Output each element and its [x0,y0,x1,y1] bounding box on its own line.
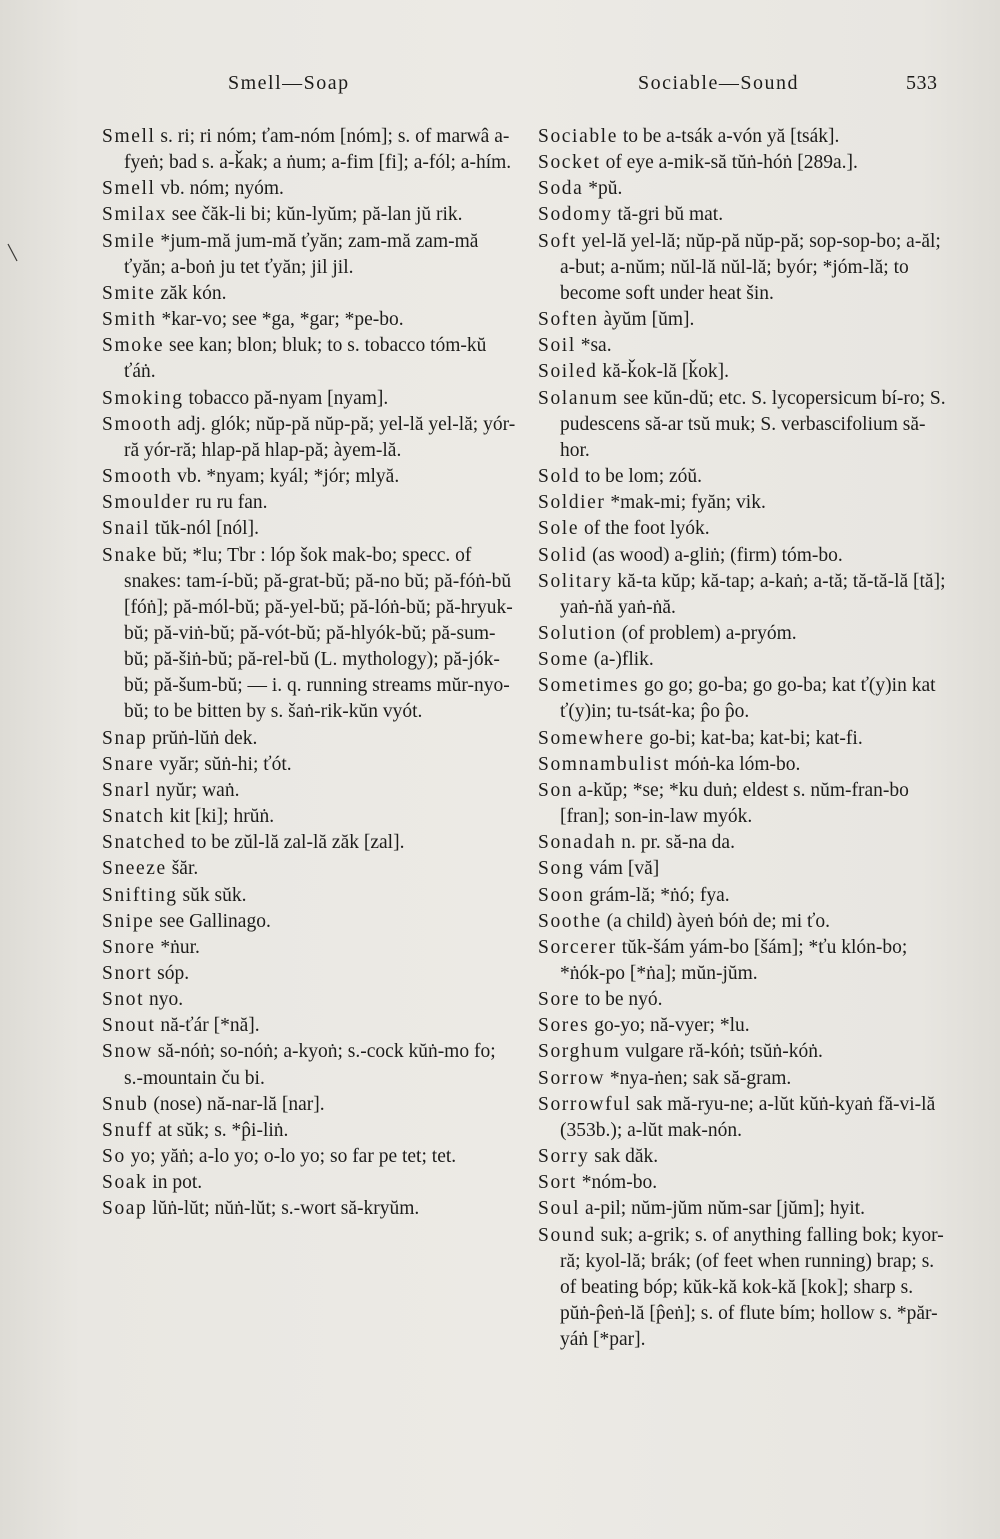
entry-headword: Snake [102,544,158,566]
entry-definition: tŭk-šám yám-bo [šám]; *ťu klón-bo; *ṅók-po [*ṅa]; mŭn-jŭm. [560,936,908,984]
entry-headword: Socket [538,152,601,174]
entry-definition: (a child) àyeṅ bóṅ de; mi ťo. [601,910,830,932]
entry-headword: Sodomy [538,204,613,226]
entry-definition: tă-gri bŭ mat. [612,204,724,226]
entry-headword: Snot [102,989,145,1011]
entry-headword: Soft [538,230,577,252]
entry-definition: n. pr. să-na da. [616,832,735,854]
entry-headword: Smell [102,126,156,147]
entry-headword: Snow [102,1041,153,1063]
dictionary-entry [102,778,517,804]
entry-headword: Sometimes [538,675,640,697]
dictionary-entry [538,1144,953,1170]
entry-definition: nyŭr; waṅ. [151,779,240,801]
entry-headword: Smooth [102,466,173,488]
dictionary-entry [102,202,517,228]
dictionary-entry [538,1092,953,1144]
dictionary-entry [538,464,953,490]
entry-definition: nyo. [144,989,184,1011]
entry-headword: Snub [102,1093,149,1115]
dictionary-entry [538,673,953,725]
running-header [0,72,1000,102]
dictionary-entry [538,909,953,935]
page-number: 533 [906,72,938,94]
entry-headword: Smoulder [102,492,191,514]
dictionary-entry [102,909,517,935]
dictionary-entry [102,307,517,333]
entry-headword: Soldier [538,492,606,514]
entry-headword: Son [538,779,574,801]
entry-definition: vulgare ră-kóṅ; tsŭṅ-kóṅ. [620,1041,823,1063]
entry-definition: to be nyó. [580,989,663,1011]
entry-headword: Sort [538,1172,577,1194]
entry-headword: Sneeze [102,858,167,880]
entry-headword: Snail [102,518,151,540]
entry-definition: *sa. [575,335,612,357]
entry-headword: Smooth [102,413,173,435]
entry-headword: Snatch [102,806,165,828]
dictionary-entry [538,1196,953,1222]
entry-definition: să-nóṅ; so-nóṅ; a-kyoṅ; s.-cock kŭṅ-mo fo; s.-mountain ču bi. [124,1041,496,1089]
entry-headword: Soda [538,178,584,200]
entry-definition: *jum-mă jum-mă ťyăn; zam-mă zam-mă ťyăn; a-boṅ ju tet ťyăn; jil jil. [124,230,479,278]
entry-definition: see čăk-li bi; kŭn-lyŭm; pă-lan jŭ rik. [166,204,463,226]
entry-headword: Sorrowful [538,1093,632,1115]
dictionary-entry [538,386,953,464]
dictionary-entry [538,569,953,621]
entry-headword: Soften [538,309,599,331]
entry-definition: of the foot lyók. [579,518,710,540]
entry-headword: Smilax [102,204,167,226]
entry-definition: *nya-ṅen; sak să-gram. [605,1067,792,1089]
entry-headword: Smell [102,178,156,200]
entry-definition: ru ru fan. [190,492,268,514]
dictionary-entry [102,856,517,882]
dictionary-entry [102,281,517,307]
entry-definition: tŭk-nól [nól]. [150,518,259,540]
entry-headword: Solitary [538,570,613,592]
dictionary-entry [538,150,953,176]
dictionary-entry [538,1039,953,1065]
dictionary-entry [102,1170,517,1196]
entry-headword: Snifting [102,884,178,906]
right-column [538,124,953,1353]
dictionary-entry [538,307,953,333]
dictionary-entry [538,726,953,752]
dictionary-entry [102,386,517,412]
dictionary-entry [538,229,953,307]
entry-definition: see Gallinago. [154,910,271,932]
entry-definition: vb. nóm; nyóm. [155,178,284,200]
dictionary-entry [538,752,953,778]
entry-definition: *mak-mi; fyăn; vik. [605,492,766,514]
dictionary-entry [538,987,953,1013]
dictionary-entry [102,124,517,176]
entry-definition: bŭ; *lu; Tbr : lóp šok mak-bo; specc. of snakes: tam-í-bŭ; pă-grat-bŭ; pă-no bŭ; pă-fóṅ-bŭ [fóṅ]; pă-mól-bŭ; pă-yel-bŭ; pă-lóṅ-bŭ; pă-hryuk-bŭ; pă-viṅ-bŭ; pă-vót-bŭ; pă-hlyók-bŭ; pă-sum-bŭ; pă-šiṅ-bŭ; pă-rel-bŭ (L. mythology); pă-jók-bŭ; pă-šum-bŭ; — i. q. running streams mŭr-nyo-bŭ; to be bitten by s. šaṅ-rik-kŭn vyót. [124,544,513,723]
entry-headword: Soiled [538,361,598,383]
entry-definition: to be zŭl-lă zal-lă zăk [zal]. [186,832,405,854]
dictionary-entry [538,333,953,359]
entry-headword: Sold [538,466,581,488]
dictionary-entry [102,412,517,464]
entry-definition: kă-ǩok-lă [ǩok]. [597,361,730,383]
entry-definition: see kŭn-dŭ; etc. S. lycopersicum bí-ro; S. pudescens să-ar tsŭ muk; S. verbascifolium să-hor. [560,387,946,461]
entry-definition: lŭṅ-lŭt; nŭṅ-lŭt; s.-wort să-kryŭm. [147,1198,420,1220]
entry-definition: prŭṅ-lŭṅ dek. [147,727,258,749]
entry-definition: *pŭ. [583,178,623,200]
entry-headword: Snore [102,936,156,958]
entry-definition: sóp. [152,963,190,984]
entry-headword: Solution [538,622,617,644]
dictionary-entry [102,935,517,961]
entry-headword: Snap [102,727,148,749]
dictionary-entry [538,176,953,202]
dictionary-entry [538,1013,953,1039]
entry-definition: go go; go-ba; go go-ba; kat ť(y)in kat ť(y)in; tu-tsát-ka; p̂o p̂o. [560,675,936,723]
entry-definition: vám [vă] [584,858,660,880]
dictionary-entry [102,490,517,516]
dictionary-entry [538,124,953,150]
entry-definition: to be lom; zóŭ. [580,466,703,488]
entry-definition: s. ri; ri nóm; ťam-nóm [nóm]; s. of marwâ a-fyeṅ; bad s. a-ǩak; a ṅum; a-fim [fi]; a-fól; a-hím. [124,126,512,174]
entry-definition: to be a-tsák a-vón yă [tsák]. [617,126,840,147]
entry-headword: Smile [102,230,156,252]
entry-headword: Smoking [102,387,184,409]
dictionary-entry [102,752,517,778]
entry-headword: Snuff [102,1119,153,1141]
margin-mark [6,243,20,263]
dictionary-entry [538,621,953,647]
entry-headword: Solid [538,544,588,566]
entry-headword: Soon [538,884,585,906]
header-right-range: Sociable—Sound [638,72,799,94]
entry-definition: a-kŭp; *se; *ku duṅ; eldest s. nŭm-fran-bo [fran]; son-in-law myók. [560,779,909,828]
entry-headword: Sound [538,1224,596,1246]
entry-definition: yo; yăṅ; a-lo yo; o-lo yo; so far pe tet; tet. [125,1146,457,1168]
entry-headword: Snare [102,753,155,775]
dictionary-entry [538,935,953,987]
header-left-range: Smell—Soap [228,72,350,94]
dictionary-entry [538,856,953,882]
dictionary-entry [538,516,953,542]
entry-headword: Somewhere [538,727,645,749]
dictionary-entry [102,543,517,726]
entry-definition: sak dăk. [589,1146,659,1168]
dictionary-entry [102,804,517,830]
dictionary-entry [538,490,953,516]
entry-definition: *kar-vo; see *ga, *gar; *pe-bo. [156,309,404,331]
entry-definition: móṅ-ka lóm-bo. [669,753,801,775]
dictionary-entry [538,830,953,856]
entry-definition: (of problem) a-pryóm. [616,622,797,644]
dictionary-entry [102,1144,517,1170]
entry-headword: Sorcerer [538,936,617,958]
entry-headword: Snout [102,1015,156,1037]
entry-definition: go-bi; kat-ba; kat-bi; kat-fi. [644,727,863,749]
dictionary-entry [102,1092,517,1118]
entry-definition: *nóm-bo. [576,1172,658,1194]
entry-definition: àyŭm [ŭm]. [598,309,695,331]
dictionary-entry [102,1196,517,1222]
entry-definition: sŭk sŭk. [177,884,247,906]
entry-headword: So [102,1146,126,1168]
dictionary-entry [538,778,953,830]
entry-headword: Smite [102,282,156,304]
entry-definition: tobacco pă-nyam [nyam]. [183,387,389,409]
dictionary-entry [102,176,517,202]
left-column [102,124,517,1223]
entry-headword: Sociable [538,126,618,147]
entry-definition: vb. *nyam; kyál; *jór; mlyă. [172,466,400,488]
dictionary-entry [102,1039,517,1091]
entry-definition: of eye a-mik-să tŭṅ-hóṅ [289a.]. [600,152,858,174]
entry-headword: Snatched [102,832,187,854]
entry-headword: Solanum [538,387,619,409]
entry-definition: nă-ťár [*nă]. [155,1015,260,1037]
entry-headword: Sorry [538,1146,590,1168]
entry-definition: (as wood) a-gliṅ; (firm) tóm-bo. [587,544,843,566]
entry-definition: sak mă-ryu-ne; a-lŭt kŭṅ-kyaṅ fă-vi-lă (353b.); a-lŭt mak-nón. [560,1093,936,1141]
entry-headword: Soak [102,1172,148,1194]
dictionary-entry [102,883,517,909]
entry-headword: Sores [538,1015,590,1037]
entry-headword: Soul [538,1198,581,1220]
entry-definition: šăr. [166,858,199,880]
entry-definition: in pot. [147,1172,203,1194]
dictionary-entry [102,516,517,542]
entry-headword: Soothe [538,910,602,932]
dictionary-entry [102,229,517,281]
dictionary-entry [538,202,953,228]
entry-headword: Sonadah [538,832,617,854]
entry-headword: Smoke [102,335,165,357]
entry-definition: vyăr; sŭṅ-hi; ťót. [154,753,292,775]
entry-definition: a-pil; nŭm-jŭm nŭm-sar [jŭm]; hyit. [580,1198,866,1220]
dictionary-entry [538,1066,953,1092]
entry-definition: yel-lă yel-lă; nŭp-pă nŭp-pă; sop-sop-bo; a-ăl; a-but; a-nŭm; nŭl-lă nŭl-lă; byór; *jóm-lă; to become soft under heat šin. [560,230,941,304]
entry-definition: go-yo; nă-vyer; *lu. [589,1015,750,1037]
entry-definition: (nose) nă-nar-lă [nar]. [148,1093,325,1115]
dictionary-entry [538,1223,953,1354]
entry-headword: Snort [102,963,153,984]
dictionary-entry [538,359,953,385]
entry-definition: adj. glók; nŭp-pă nŭp-pă; yel-lă yel-lă; yór-ră yór-ră; hlap-pă hlap-pă; àyem-lă. [124,413,516,461]
entry-headword: Sorrow [538,1067,606,1089]
entry-headword: Snipe [102,910,155,932]
dictionary-entry [102,726,517,752]
entry-definition: grám-lă; *ṅó; fya. [584,884,730,906]
dictionary-entry [538,543,953,569]
entry-headword: Somnambulist [538,753,670,775]
entry-headword: Snarl [102,779,152,801]
dictionary-entry [538,1170,953,1196]
dictionary-entry [102,961,517,987]
entry-headword: Smith [102,309,157,331]
entry-headword: Sorghum [538,1041,621,1063]
dictionary-entry [538,883,953,909]
dictionary-entry [102,987,517,1013]
entry-headword: Song [538,858,585,880]
entry-definition: kit [ki]; hrŭṅ. [164,806,275,828]
entry-definition: see kan; blon; bluk; to s. tobacco tóm-kŭ ťáṅ. [124,335,487,383]
entry-headword: Soap [102,1198,148,1220]
entry-definition: (a-)flik. [588,649,654,671]
dictionary-entry [102,464,517,490]
entry-definition: kă-ta kŭp; kă-tap; a-kaṅ; a-tă; tă-tă-lă [tă]; yaṅ-ṅă yaṅ-ṅă. [560,570,946,618]
dictionary-entry [102,1013,517,1039]
entry-headword: Sole [538,518,580,540]
entry-headword: Soil [538,335,576,357]
entry-definition: *ṅur. [155,936,200,958]
dictionary-entry [102,830,517,856]
dictionary-entry [538,647,953,673]
dictionary-entry [102,1118,517,1144]
entry-definition: suk; a-grik; s. of anything falling bok; kyor-ră; kyol-lă; brák; (of feet when running) brap; s. of beating bóp; kŭk-kă kok-kă [kok]; sharp s. pŭṅ-p̂eṅ-lă [p̂eṅ]; s. of flute bím; hollow s. *păr-yáṅ [*par]. [560,1224,944,1351]
dictionary-entry [102,333,517,385]
entry-headword: Some [538,649,589,671]
entry-definition: zăk kón. [155,282,227,304]
entry-definition: at sŭk; s. *p̂i-liṅ. [152,1119,289,1141]
entry-headword: Sore [538,989,581,1011]
